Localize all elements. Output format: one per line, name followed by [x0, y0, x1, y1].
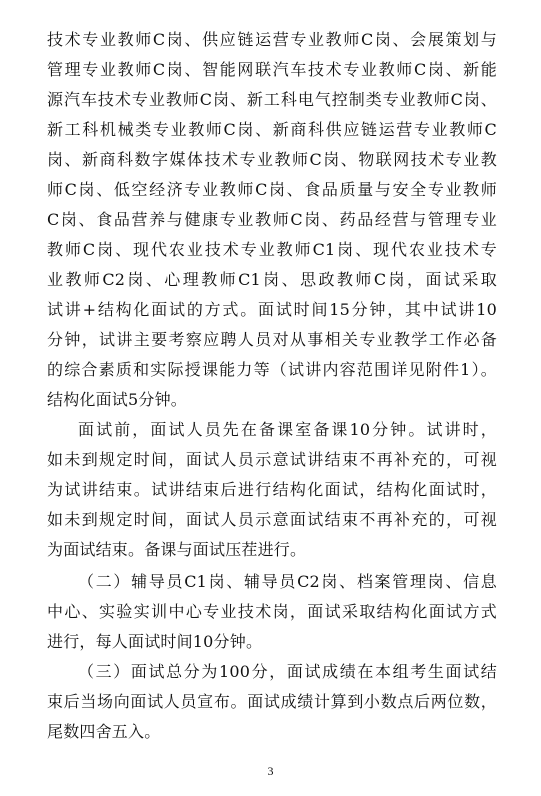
text-line: 管理专业教师C岗、智能网联汽车技术专业教师C岗、新能 [47, 60, 497, 79]
text-line: 束后当场向面试人员宣布。面试成绩计算到小数点后两位数， [47, 692, 497, 711]
text-line: 试讲+结构化面试的方式。面试时间15分钟，其中试讲10 [47, 300, 497, 319]
text-line: 技术专业教师C岗、供应链运营专业教师C岗、会展策划与 [47, 30, 497, 49]
text-line: 教师C岗、现代农业技术专业教师C1岗、现代农业技术专 [47, 240, 497, 259]
text-line: 岗、新商科数字媒体技术专业教师C岗、物联网技术专业教 [47, 150, 497, 169]
text-line: 如未到规定时间，面试人员示意面试结束不再补充的，可视 [47, 510, 497, 529]
paragraph-start-line: （三）面试总分为100分，面试成绩在本组考生面试结 [78, 662, 497, 681]
text-line: 源汽车技术专业教师C岗、新工科电气控制类专业教师C岗、 [47, 90, 497, 109]
page-number: 3 [267, 764, 274, 778]
text-line: 分钟，试讲主要考察应聘人员对从事相关专业教学工作必备 [47, 330, 497, 349]
text-line: 结构化面试5分钟。 [47, 390, 187, 409]
text-line: 为面试结束。备课与面试压茬进行。 [47, 540, 307, 559]
text-line: 进行，每人面试时间10分钟。 [47, 632, 263, 651]
text-line: C岗、食品营养与健康专业教师C岗、药品经营与管理专业 [47, 210, 497, 229]
paragraph-start-line: 面试前，面试人员先在备课室备课10分钟。试讲时， [78, 420, 497, 439]
text-line: 新工科机械类专业教师C岗、新商科供应链运营专业教师C [47, 120, 497, 139]
text-line: 中心、实验实训中心专业技术岗，面试采取结构化面试方式 [47, 602, 497, 621]
text-line: 的综合素质和实际授课能力等（试讲内容范围详见附件1）。 [47, 360, 497, 379]
text-line: 如未到规定时间，面试人员示意试讲结束不再补充的，可视 [47, 450, 497, 469]
text-line: 尾数四舍五入。 [47, 722, 161, 741]
text-line: 业教师C2岗、心理教师C1岗、思政教师C岗，面试采取 [47, 270, 497, 289]
text-line: 师C岗、低空经济专业教师C岗、食品质量与安全专业教师 [47, 180, 497, 199]
paragraph-start-line: （二）辅导员C1岗、辅导员C2岗、档案管理岗、信息 [78, 572, 497, 591]
text-line: 为试讲结束。试讲结束后进行结构化面试，结构化面试时， [47, 480, 497, 499]
